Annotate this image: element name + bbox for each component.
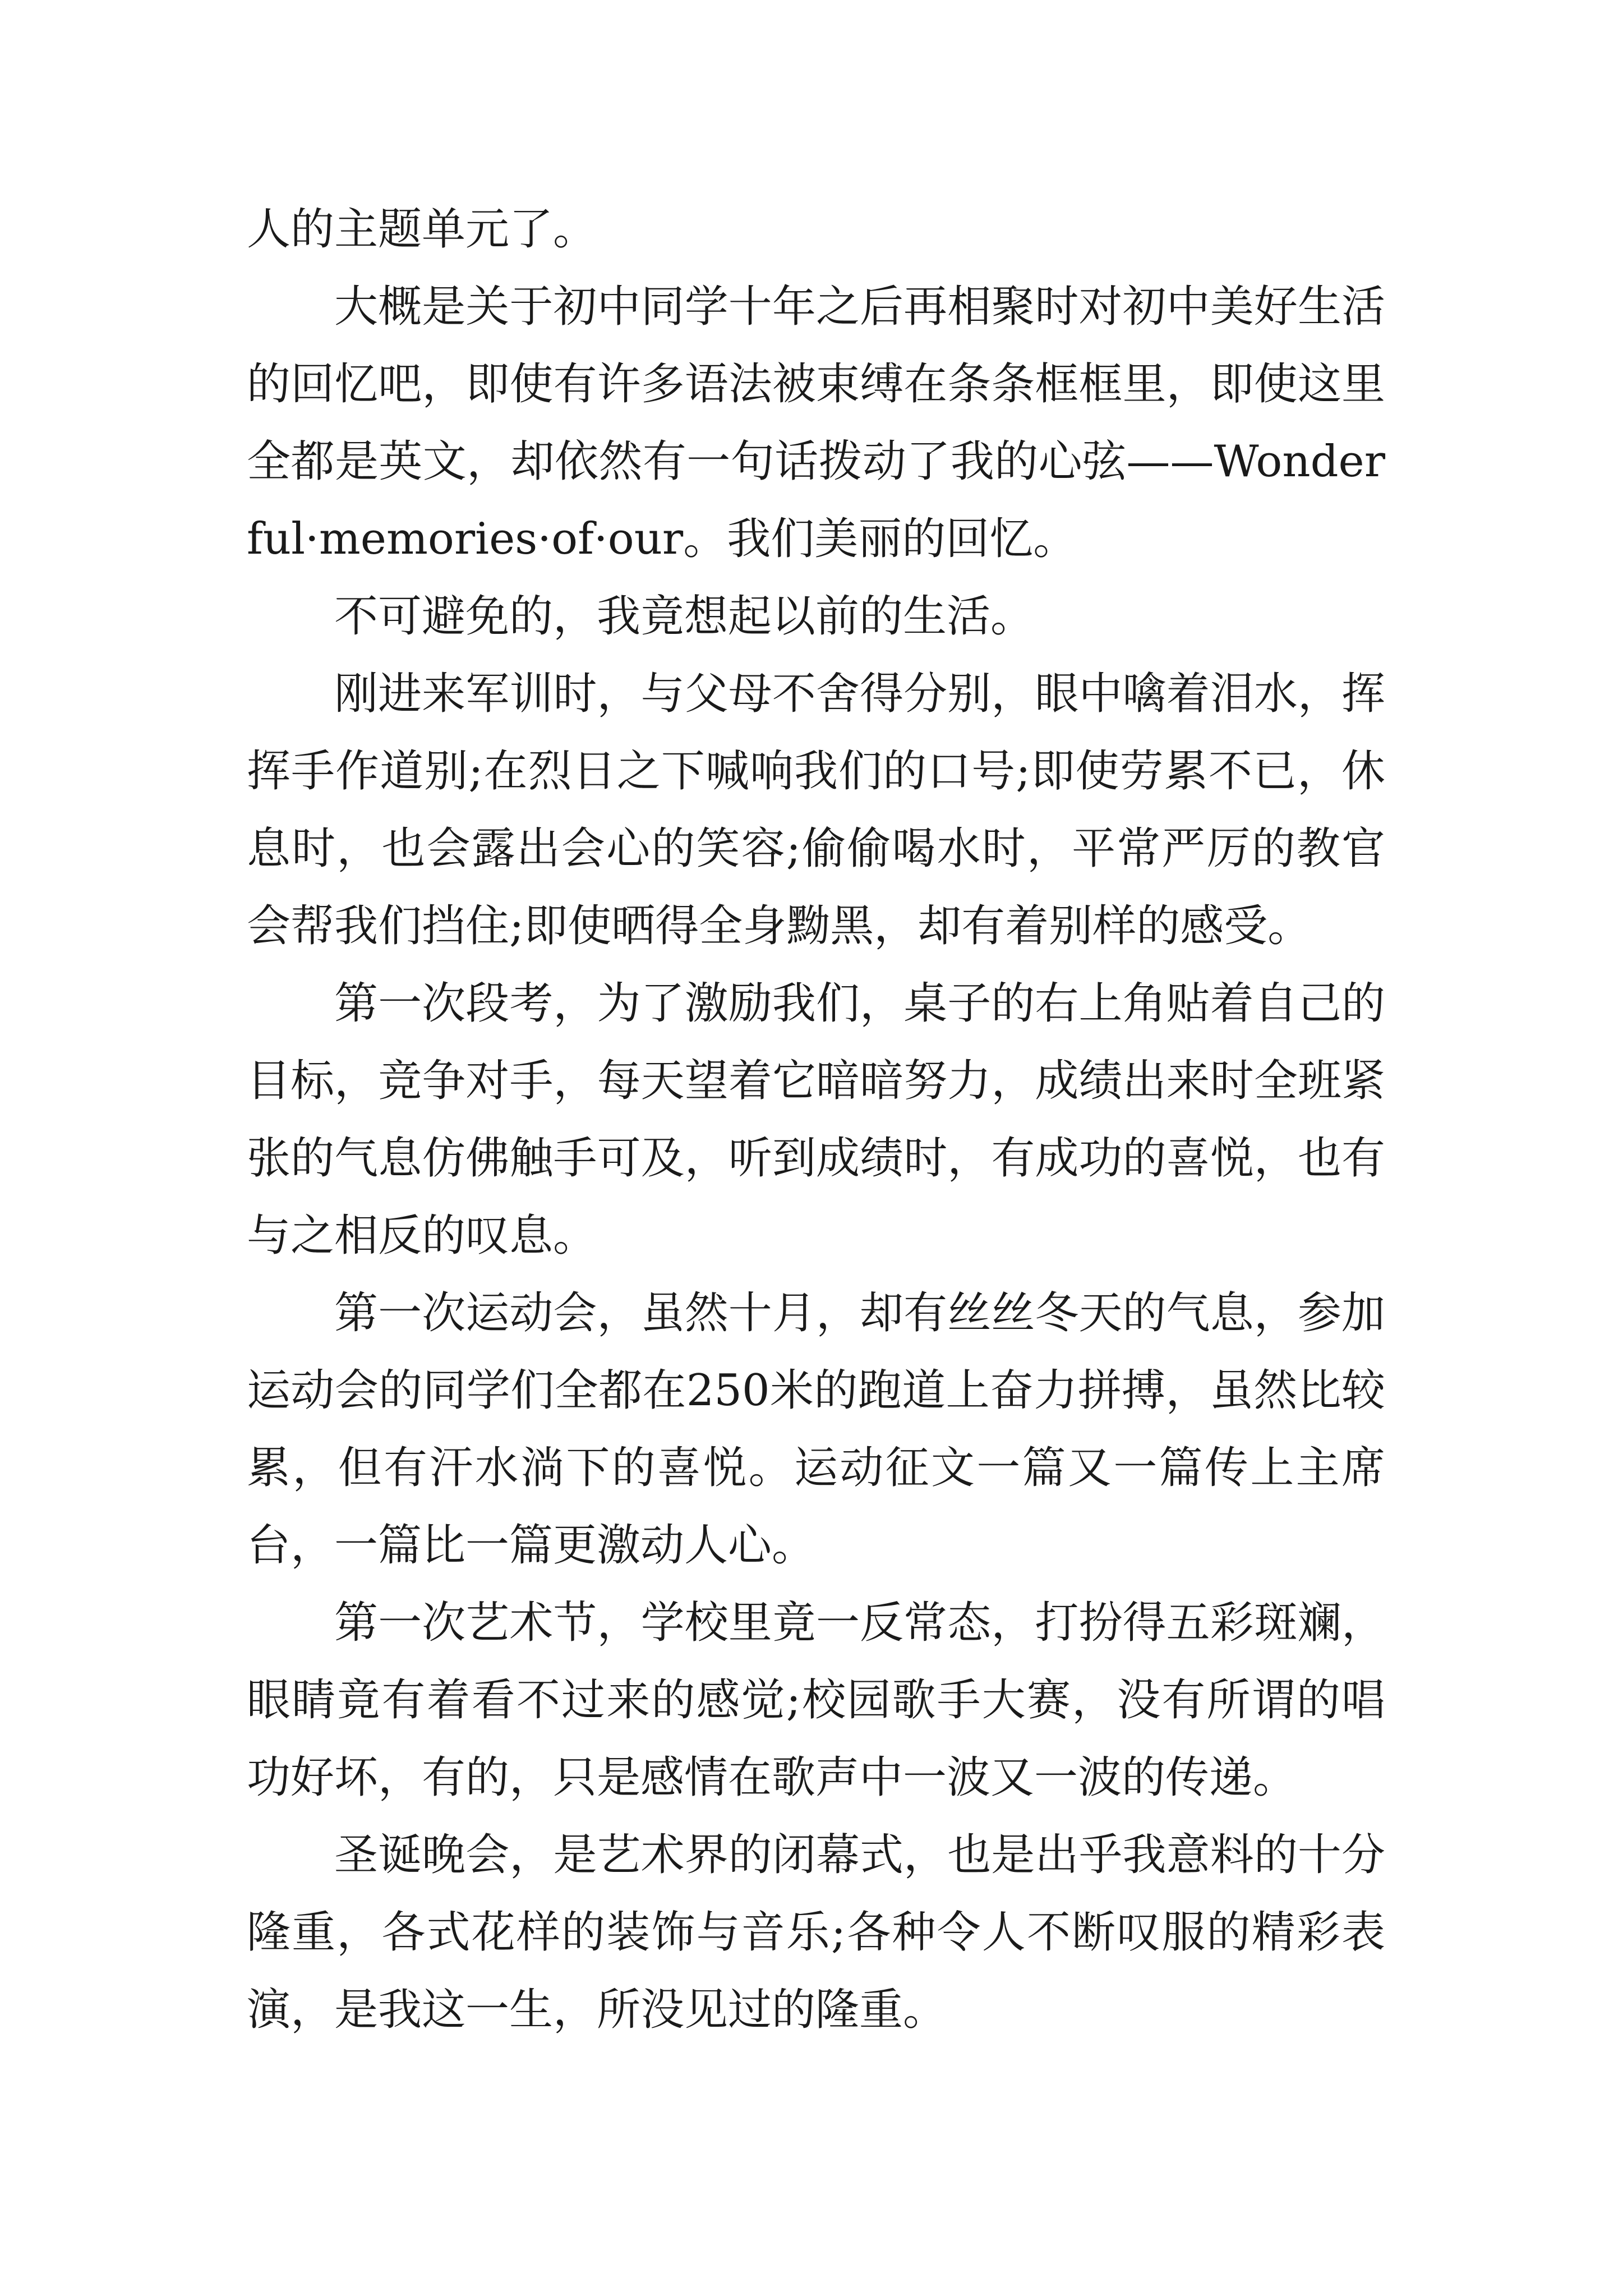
paragraph-christmas-party: 圣诞晚会，是艺术界的闭幕式，也是出乎我意料的十分隆重，各式花样的装饰与音乐;各种令人不断叹服的精彩表演，是我这一生，所没见过的隆重。 <box>247 1830 1385 2035</box>
paragraph-continuation: 人的主题单元了。 <box>247 204 597 255</box>
essay-body <box>247 191 1385 2049</box>
paragraph-art-festival: 第一次艺术节，学校里竟一反常态，打扮得五彩斑斓，眼睛竟有着看不过来的感觉;校园歌手大赛，没有所谓的唱功好坏，有的，只是感情在歌声中一波又一波的传递。 <box>247 1598 1385 1803</box>
paragraph-recall: 不可避免的，我竟想起以前的生活。 <box>334 591 1035 642</box>
paragraph-first-exam: 第一次段考，为了激励我们，桌子的右上角贴着自己的目标，竞争对手，每天望着它暗暗努力，成绩出来时全班紧张的气息仿佛触手可及，听到成绩时，有成功的喜悦，也有与之相反的叹息。 <box>247 978 1385 1261</box>
paragraph-military-training: 刚进来军训时，与父母不舍得分别，眼中噙着泪水，挥挥手作道别;在烈日之下喊响我们的口号;即使劳累不已，休息时，也会露出会心的笑容;偷偷喝水时，平常严厉的教官会帮我们挡住;即使晒得全身黝黑，却有着别样的感受。 <box>247 669 1385 951</box>
paragraph-sports-meet: 第一次运动会，虽然十月，却有丝丝冬天的气息，参加运动会的同学们全都在250米的跑道上奋力拼搏，虽然比较累，但有汗水淌下的喜悦。运动征文一篇又一篇传上主席台，一篇比一篇更激动人心。 <box>247 1288 1385 1571</box>
paragraph-memories: 大概是关于初中同学十年之后再相聚时对初中美好生活的回忆吧，即使有许多语法被束缚在条条框框里，即使这里全都是英文，却依然有一句话拨动了我的心弦——Wonderful·memories·of·our。我们美丽的回忆。 <box>247 282 1385 564</box>
